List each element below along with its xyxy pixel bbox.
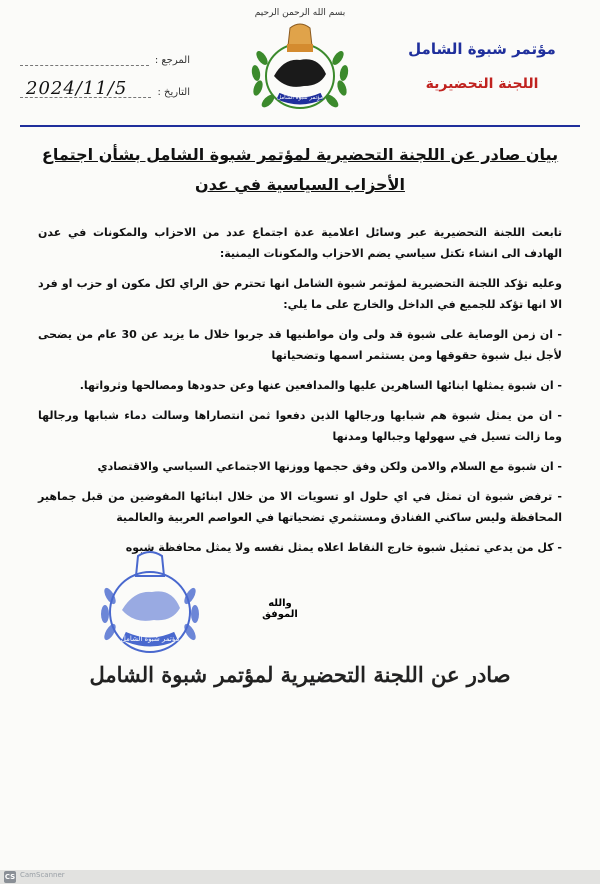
paragraph-position: وعليه تؤكد اللجنة التحضيرية لمؤتمر شبوة الشامل انها تحترم حق الراي لكل مكون او حزب او فرد الا انها تؤكد للجميع في الداخل والخارج على ما يلي: [38,277,562,311]
issuer-signature: صادر عن اللجنة التحضيرية لمؤتمر شبوة الشامل [89,662,511,687]
header-divider [20,125,580,127]
list-item: - ترفض شبوة ان تمثل في اي حلول او تسويات الا من خلال ابنائها المفوضين من قبل جماهير المحافظة وليس ساكني الفنادق ومستثمري تضحياتها في العواصم العربية والعالمية [38,490,562,524]
reference-row [20,44,190,66]
list-item: - كل من يدعي تمثيل شبوة خارج النقاط اعلاه يمثل نفسه ولا يمثل محافظة شبوه [125,541,562,554]
basmala: بسم الله الرحمن الرحيم [254,8,346,18]
closing-phrase: والله الموفق [262,598,298,620]
title-line-2: الأحزاب السياسية في عدن [195,175,405,194]
date-value: 2024/11/5 [26,78,128,99]
logo-arc-text: مؤتمر شبوة الشامل [277,95,323,101]
reference-line [20,53,149,66]
conference-logo-icon [240,18,360,123]
paragraph-intro: تابعت اللجنة التحضيرية عبر وسائل اعلامية عدة اجتماع عدد من الاحزاب والمكونات في عدن الهادف الى انشاء تكتل سياسي يضم الاحزاب والمكونات اليمنية: [38,226,562,260]
org-name: مؤتمر شبوة الشامل [408,40,556,58]
list-item: - ان شبوة يمثلها ابنائها الساهرين عليها والمدافعين عنها وعن حدودها ومصالحها وثرواتها. [79,379,562,392]
stamp-text: مؤتمر شبوة الشامل [120,635,180,643]
scanner-footer [0,870,600,884]
camscanner-logo-icon: CS [4,873,16,881]
stamp-icon [90,548,210,668]
department-name: اللجنة التحضيرية [425,76,539,92]
statement-body [38,222,562,567]
scanner-watermark: CamScanner [20,871,65,879]
list-item: - ان شبوة مع السلام والامن ولكن وفق حجمها ووزنها الاجتماعي السياسي والاقتصادي [97,460,562,473]
date-label: التاريخ : [157,87,190,98]
date-row [20,76,190,98]
reference-label: المرجع : [154,55,190,66]
list-item: - ان زمن الوصاية على شبوة قد ولى وان مواطنيها قد جربوا خلال ما يزيد عن 30 عام من يضحى لأجل نيل شبوة حقوقها ومن يستثمر اسمها وتضحياتها [38,328,562,362]
title-line-1: بيان صادر عن اللجنة التحضيرية لمؤتمر شبوة الشامل بشأن اجتماع [41,145,559,164]
list-item: - ان من يمثل شبوة هم شبابها ورجالها الذين دفعوا ثمن انتصاراها وسالت دماء شبابها ورجالها وما زالت تسيل في سهولها وجبالها ومدنها [38,409,562,443]
statement-title [40,140,560,200]
reference-block [20,44,190,108]
organization-header [402,40,562,92]
date-line [20,78,151,99]
